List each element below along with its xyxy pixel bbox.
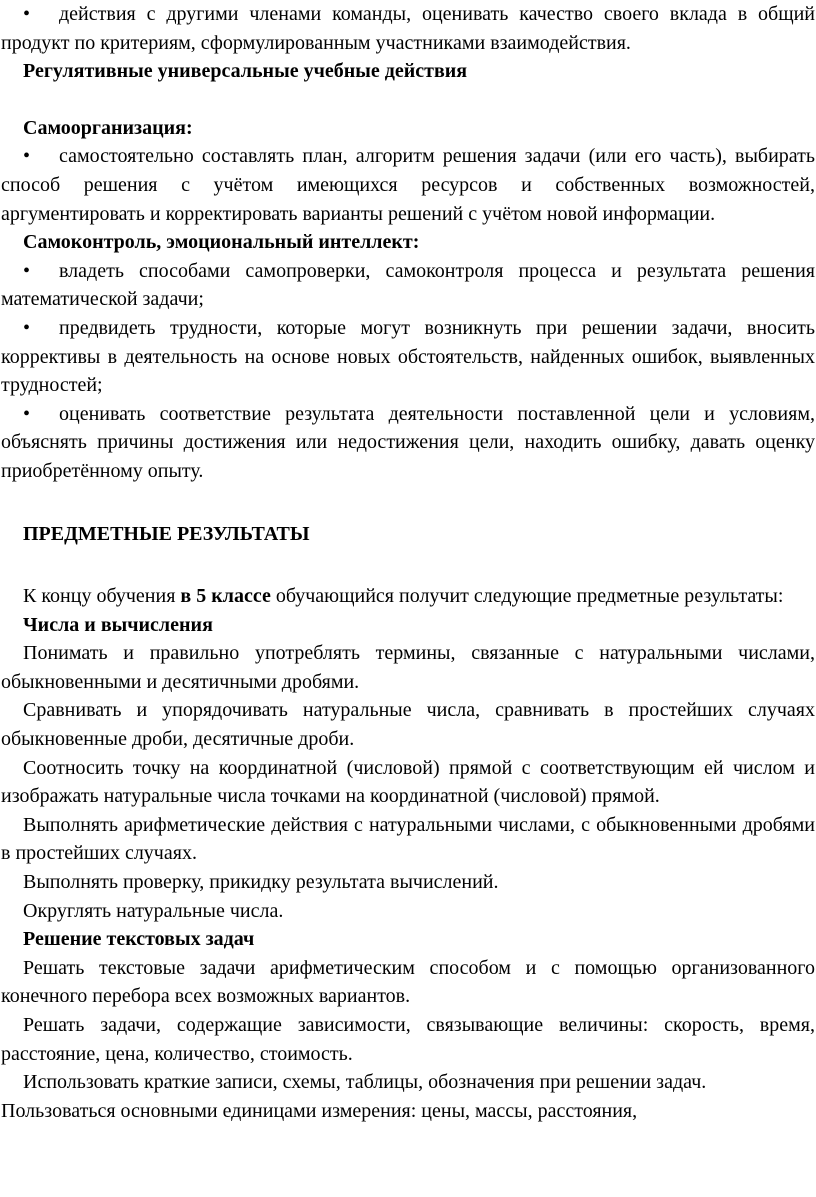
- paragraph: Решать текстовые задачи арифметическим способом и с помощью организованного конечного перебора всех возможных вариантов.: [1, 956, 815, 1008]
- bullet-item: • действия с другими членами команды, оценивать качество своего вклада в общий продукт по критериям, сформулированным участниками взаимодействия.: [1, 0, 815, 57]
- bullet-marker: •: [23, 3, 31, 25]
- grade-emphasis: в 5 классе: [180, 585, 271, 608]
- paragraph: Сравнивать и упорядочивать натуральные числа, сравнивать в простейших случаях обыкновенные дроби, десятичные дроби.: [1, 699, 815, 751]
- paragraph: Понимать и правильно употреблять термины, связанные с натуральными числами, обыкновенными и десятичными дробями.: [1, 642, 815, 693]
- bullet-marker: •: [23, 145, 31, 168]
- bullet-marker: •: [23, 402, 31, 425]
- section-heading-regulatory: Регулятивные универсальные учебные действия: [23, 60, 468, 83]
- bullet-item: • владеть способами самопроверки, самоконтроля процесса и результата решения математической задачи;: [1, 257, 815, 314]
- subheading-self-organization: Самоорганизация:: [23, 116, 193, 139]
- paragraph: Выполнять проверку, прикидку результата вычислений.: [23, 871, 499, 894]
- paragraph: Соотносить точку на координатной (числовой) прямой с соответствующим ей числом и изображать натуральные числа точками на координатной (числовой) прямой.: [1, 756, 815, 808]
- bullet-item: • оценивать соответствие результата деятельности поставленной цели и условиям, объяснять причины достижения или недостижения цели, находить ошибку, давать оценку приобретённому опыту.: [1, 400, 815, 486]
- subheading-self-control: Самоконтроль, эмоциональный интеллект:: [23, 231, 420, 254]
- paragraph: Выполнять арифметические действия с натуральными числами, с обыкновенными дробями в простейших случаях.: [1, 813, 815, 865]
- bullet-item: • самостоятельно составлять план, алгоритм решения задачи (или его часть), выбирать способ решения с учётом имеющихся ресурсов и собственных возможностей, аргументировать и корректировать варианты решений с учётом новой информации.: [1, 142, 815, 228]
- bullet-item: • предвидеть трудности, которые могут возникнуть при решении задачи, вносить коррективы в деятельность на основе новых обстоятельств, найденных ошибок, выявленных трудностей;: [1, 314, 815, 400]
- paragraph: Округлять натуральные числа.: [23, 899, 284, 922]
- paragraph: Использовать краткие записи, схемы, таблицы, обозначения при решении задач.: [23, 1071, 707, 1094]
- spacer: [1, 86, 815, 114]
- spacer: [1, 548, 815, 582]
- paragraph: Пользоваться основными единицами измерения: цены, массы, расстояния,: [1, 1099, 638, 1122]
- subheading-numbers: Числа и вычисления: [23, 613, 213, 636]
- intro-paragraph: К концу обучения в 5 классе обучающийся получит следующие предметные результаты:: [23, 585, 784, 608]
- bullet-marker: •: [23, 259, 31, 282]
- paragraph: Решать задачи, содержащие зависимости, связывающие величины: скорость, время, расстояние, цена, количество, стоимость.: [1, 1014, 815, 1065]
- bullet-marker: •: [23, 316, 31, 339]
- section-title-subject-results: ПРЕДМЕТНЫЕ РЕЗУЛЬТАТЫ: [23, 522, 310, 545]
- spacer: [1, 486, 815, 520]
- subheading-word-problems: Решение текстовых задач: [23, 928, 255, 951]
